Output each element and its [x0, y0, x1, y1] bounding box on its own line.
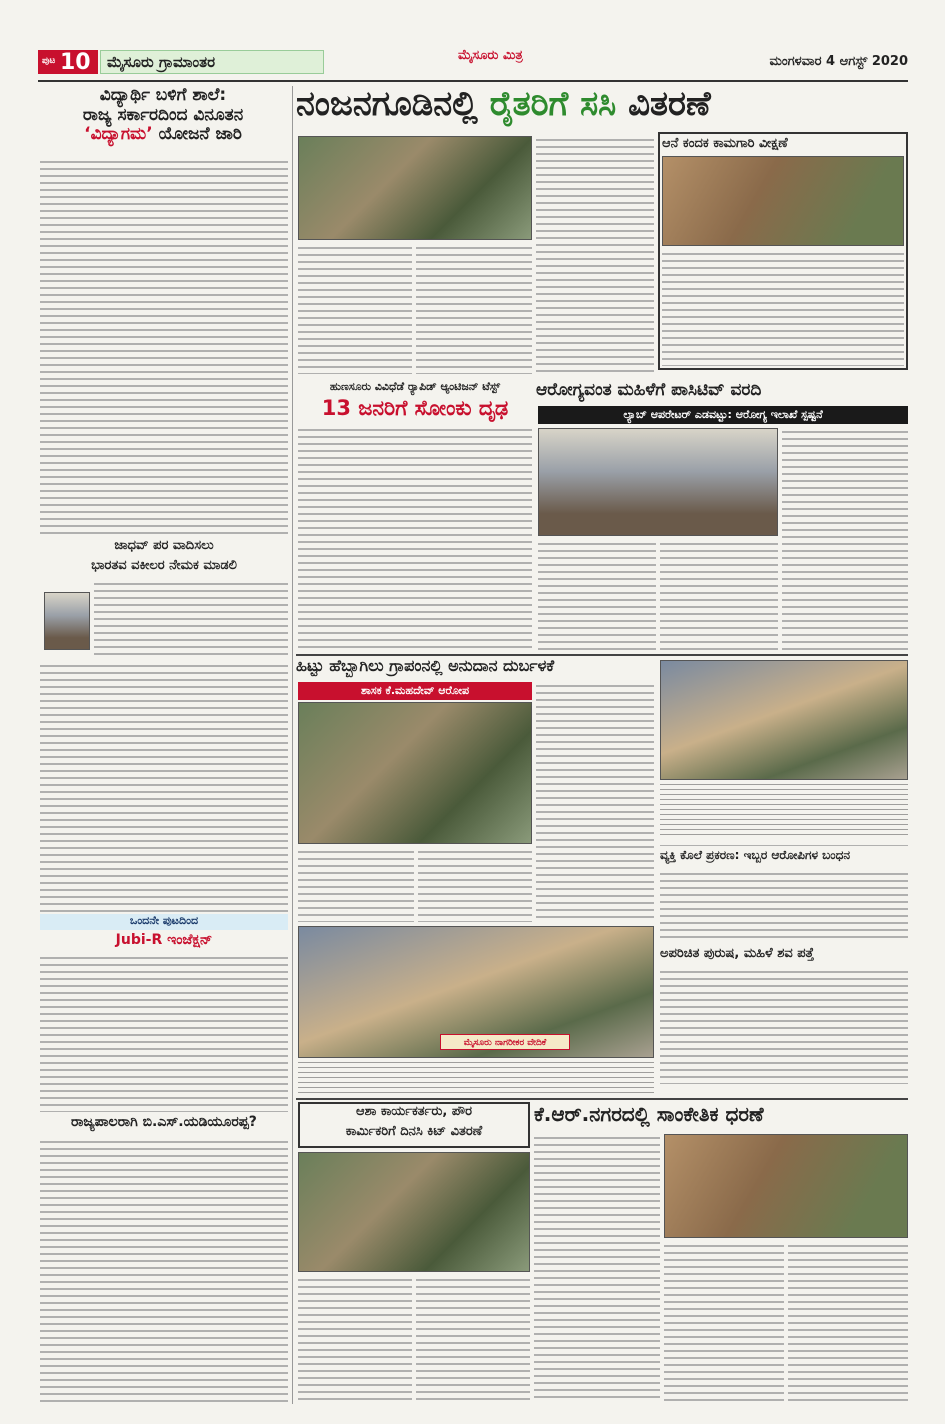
section-title: ಮೈಸೂರು ಗ್ರಾಮಾಂತರ: [100, 50, 324, 74]
rajyapala-body: [40, 1138, 288, 1402]
unknown-body: [660, 968, 908, 1084]
page-number: 10: [60, 50, 91, 75]
issue-date: ಮಂಗಳವಾರ 4 ಆಗಸ್ಟ್ 2020: [769, 54, 908, 69]
vidyagama-line1: ವಿದ್ಯಾರ್ಥಿ ಬಳಿಗೆ ಶಾಲೆ:: [99, 85, 227, 105]
kit-rule: [660, 842, 908, 846]
masthead: [38, 44, 908, 78]
rule-asha: [296, 1098, 908, 1100]
murder-headline: ವ್ಯಕ್ತಿ ಕೊಲೆ ಪ್ರಕರಣ: ಇಬ್ಬರ ಆರೋಪಿಗಳ ಬಂಧನ: [660, 848, 851, 862]
kr-headline: ಕೆ.ಆರ್.ನಗರದಲ್ಲಿ ಸಾಂಕೇತಿಕ ಧರಣೆ: [534, 1102, 764, 1126]
lead-body-col2: [416, 244, 532, 374]
healthy-subhead: ಲ್ಯಾಬ್ ಆಪರೇಟರ್ ಎಡವಟ್ಟು: ಆರೋಗ್ಯ ಇಲಾಖೆ ಸ್ಪಷ್ಟನೆ: [538, 406, 908, 424]
hittu-body-col1: [298, 848, 414, 922]
healthy-body-col1: [538, 540, 656, 652]
banner-caption: [298, 1060, 654, 1096]
lead-headline-part3: ವಿತರಣೆ: [628, 84, 711, 124]
paper-logo: ಮೈಸೂರು ಮಿತ್ರ: [458, 48, 523, 63]
hunsur-body: [298, 426, 532, 652]
healthy-body-col3: [782, 428, 908, 652]
hunsur-headline: 13 ಜನರಿಗೆ ಸೋಂಕು ದೃಢ: [321, 396, 509, 420]
hittu-body-col2: [418, 848, 532, 922]
page-number-box: [38, 50, 98, 74]
hospital-photo: [538, 428, 778, 536]
kr-body-col1: [534, 1134, 660, 1402]
kr-photo: [664, 1134, 908, 1238]
vidyagama-headline: [38, 86, 288, 156]
hittu-body-col3: [536, 682, 654, 922]
elephant-body: [662, 250, 904, 366]
vidyagama-rest: ಯೋಜನೆ ಜಾರಿ: [158, 124, 242, 145]
kr-body-col3: [788, 1242, 908, 1402]
page-label: ಪುಟ: [42, 56, 56, 66]
elephant-photo: [662, 156, 904, 246]
lead-headline-part2: ರೈತರಿಗೆ ಸಸಿ: [489, 84, 617, 124]
asha-body-col2: [416, 1276, 530, 1402]
healthy-headline: ಆರೋಗ್ಯವಂತ ಮಹಿಳೆಗೆ ಪಾಸಿಟಿವ್ ವರದಿ: [536, 380, 762, 400]
kr-body-col2: [664, 1242, 784, 1402]
vidyagama-body: [40, 158, 288, 534]
jubir-body: [40, 954, 288, 1112]
continued-strip: ಒಂದನೇ ಪುಟದಿಂದ: [40, 914, 288, 930]
vidyagama-line2: ರಾಜ್ಯ ಸರ್ಕಾರದಿಂದ ವಿನೂತನ: [82, 104, 244, 125]
rajyapala-headline: ರಾಜ್ಯಪಾಲರಾಗಿ ಬಿ.ಎಸ್.ಯಡಿಯೂರಪ್ಪ?: [71, 1114, 257, 1130]
hunsur-kicker: ಹುಣಸೂರು ವಿವಿಧೆಡೆ ರ‍್ಯಾಪಿಡ್ ಆ್ಯಂಟಿಜನ್ ಟೆಸ್ಟ್: [329, 380, 501, 393]
jadhav-body-2: [40, 662, 288, 912]
jubir-headline: Jubi-R ಇಂಜೆಕ್ಷನ್: [115, 932, 213, 948]
vidyagama-line3: [38, 125, 288, 145]
jadhav-headline: ಭಾರತವ ವಕೀಲರ ನೇಮಕ ಮಾಡಲಿ: [91, 558, 237, 573]
asha-photo: [298, 1152, 530, 1272]
lead-headline-part1: ನಂಜನಗೂಡಿನಲ್ಲಿ: [296, 84, 478, 124]
murder-body: [660, 870, 908, 942]
elephant-header: ಆನೆ ಕಂದಕ ಕಾಮಗಾರಿ ವೀಕ್ಷಣೆ: [662, 136, 788, 151]
masthead-rule: [38, 80, 908, 82]
column-divider-left: [292, 86, 293, 1404]
hittu-subhead: ಶಾಸಕ ಕೆ.ಮಹದೇವ್ ಆರೋಪ: [298, 682, 532, 700]
lead-body-col3: [536, 136, 654, 374]
jadhav-kicker: ಜಾಧವ್ ಪರ ವಾದಿಸಲು: [114, 538, 214, 553]
kit-photo: [660, 660, 908, 780]
asha-line1: ಆಶಾ ಕಾರ್ಯಕರ್ತರು, ಪೌರ: [356, 1104, 472, 1119]
banner-text: ಮೈಸೂರು ನಾಗರೀಕರ ವೇದಿಕೆ: [440, 1034, 570, 1050]
jadhav-body-1: [94, 580, 288, 660]
portrait-photo: [44, 592, 90, 650]
asha-body-col1: [298, 1276, 412, 1402]
hittu-headline: ಹಿಟ್ಟು ಹೆಬ್ಬಾಗಿಲು ಗ್ರಾಪಂನಲ್ಲಿ ಅನುದಾನ ದುರ್ಬಳಕೆ: [296, 656, 555, 675]
hittu-photo: [298, 702, 532, 844]
lead-body-col1: [298, 244, 412, 374]
kit-caption: [660, 782, 908, 838]
asha-line2: ಕಾರ್ಮಿಕರಿಗೆ ದಿನಸಿ ಕಿಟ್ ವಿತರಣೆ: [345, 1124, 483, 1139]
lead-headline: [296, 84, 908, 132]
healthy-body-col2: [660, 540, 778, 652]
unknown-headline: ಅಪರಿಚಿತ ಪುರುಷ, ಮಹಿಳೆ ಶವ ಪತ್ತೆ: [660, 946, 815, 961]
lead-photo: [298, 136, 532, 240]
vidyagama-quote: ‘ವಿದ್ಯಾಗಮ’: [84, 124, 153, 145]
